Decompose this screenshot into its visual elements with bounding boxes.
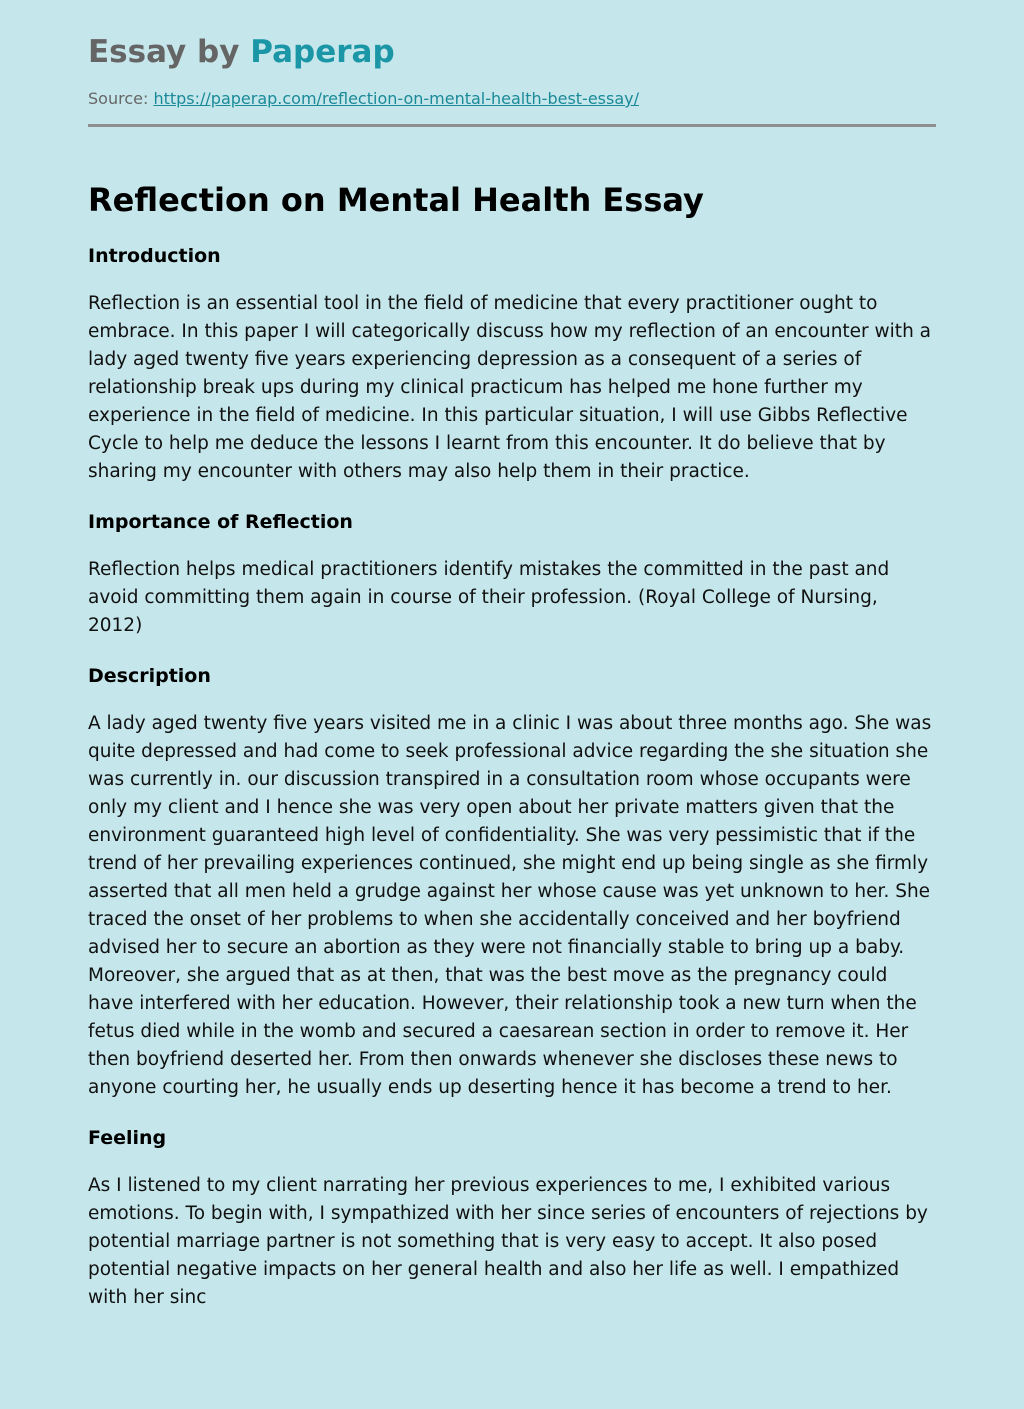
- brand-name[interactable]: Paperap: [250, 34, 395, 70]
- source-line: [88, 88, 639, 110]
- site-brand: [88, 32, 395, 72]
- section-body-introduction: Reflection is an essential tool in the field of medicine that every practitioner ought to embrace. In this paper I will categorically discuss how my reflection of an encounter with a lady aged twenty five years experiencing depression as a consequent of a series of relationship break ups during my clinical practicum has helped me hone further my experience in the field of medicine. In this particular situation, I will use Gibbs Reflective Cycle to help me deduce the lessons I learnt from this encounter. It do believe that by sharing my encounter with others may also help them in their practice.: [88, 293, 932, 482]
- header-divider: [88, 124, 936, 127]
- brand-prefix: Essay by: [88, 34, 251, 70]
- section-heading-feeling: Feeling: [88, 1127, 167, 1149]
- section-body-feeling: As I listened to my client narrating her previous experiences to me, I exhibited various emotions. To begin with, I sympathized with her since series of encounters of rejections by potential marriage partner is not something that is very easy to accept. It also posed potential negative impacts on her general health and also her life as well. I empathized with her sinc: [88, 1175, 928, 1308]
- source-label: Source:: [88, 89, 154, 108]
- essay-title: Reflection on Mental Health Essay: [88, 181, 704, 219]
- section-body-description: A lady aged twenty five years visited me in a clinic I was about three months ago. She was quite depressed and had come to seek professional advice regarding the she situation she was currently in. our discussion transpired in a consultation room whose occupants were only my client and I hence she was very open about her private matters given that the environment guaranteed high level of confidentiality. She was very pessimistic that if the trend of her prevailing experiences continued, she might end up being single as she firmly asserted that all men held a grudge against her whose cause was yet unknown to her. She traced the onset of her problems to when she accidentally conceived and her boyfriend advised her to secure an abortion as they were not financially stable to bring up a baby. Moreover, she argued that as at then, that was the best move as the pregnancy could have interfered with her education. However, their relationship took a new turn when the fetus died while in the womb and secured a caesarean section in order to remove it. Her then boyfriend deserted her. From then onwards whenever she discloses these news to anyone courting her, he usually ends up deserting hence it has become a trend to her.: [88, 713, 932, 1098]
- essay-content: [88, 178, 936, 1312]
- section-heading-introduction: Introduction: [88, 245, 221, 267]
- section-heading-description: Description: [88, 665, 211, 687]
- section-heading-importance-of-reflection: Importance of Reflection: [88, 511, 353, 533]
- section-body-importance-of-reflection: Reflection helps medical practitioners identify mistakes the committed in the past and avoid committing them again in course of their profession. (Royal College of Nursing, 2012): [88, 559, 890, 636]
- source-link[interactable]: https://paperap.com/reflection-on-mental-health-best-essay/: [153, 89, 639, 108]
